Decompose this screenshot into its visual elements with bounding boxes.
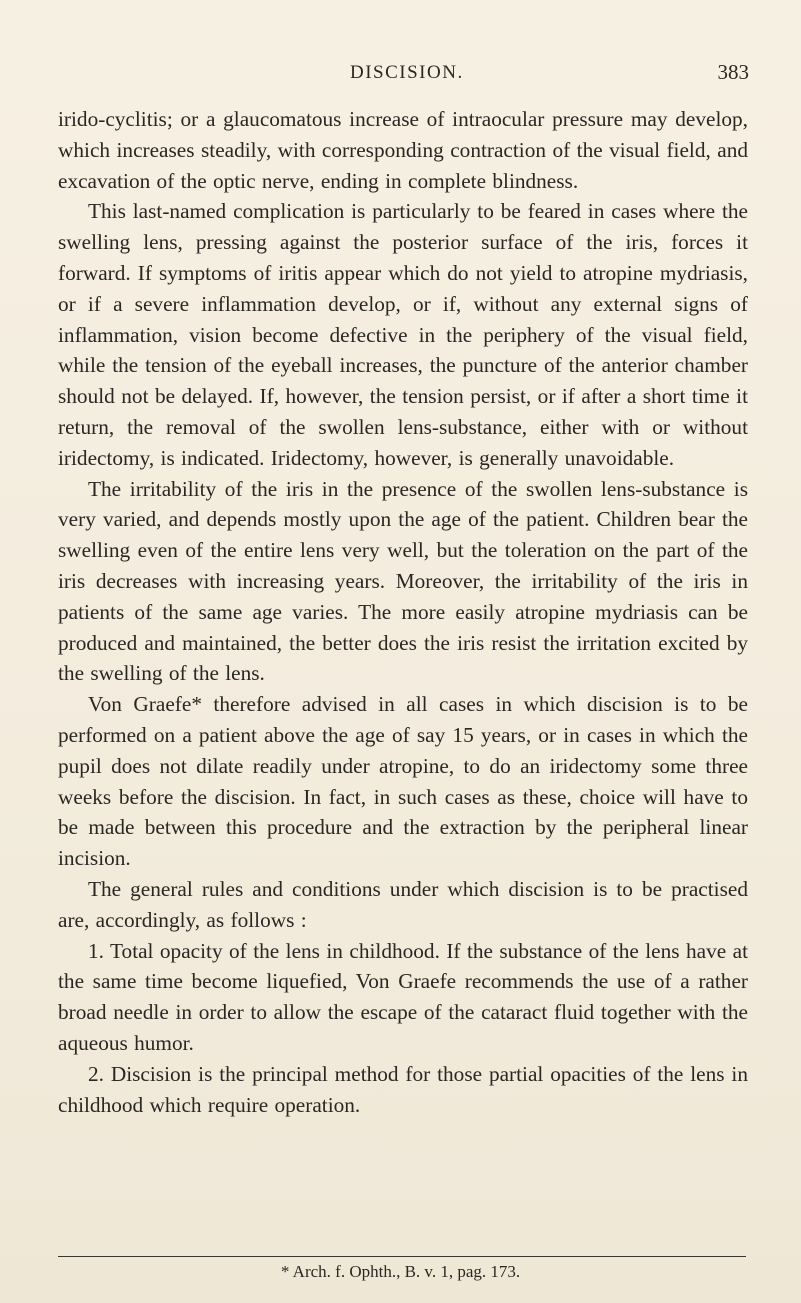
paragraph-von-graefe: Von Graefe* therefore advised in all cases in which discision is to be performed on a patient above the age of say 15 years, or in cases in which the pupil does not dilate readily under atropine, to do an iridectomy some three weeks before the discision. In fact, in such cases as these, choice will have to be made between this procedure and the extraction by the peripheral linear incision. bbox=[58, 692, 748, 871]
body-text bbox=[58, 104, 748, 1120]
page-number: 383 bbox=[717, 60, 749, 84]
paragraph-general-rules: The general rules and conditions under which discision is to be practised are, accordingly, as follows : bbox=[58, 876, 748, 932]
running-head: DISCISION. bbox=[350, 62, 464, 83]
rule-item-1: 1. Total opacity of the lens in childhood. If the substance of the lens have at the same time become liquefied, Von Graefe recommends the use of a rather broad needle in order to allow the escape of the cataract fluid together with the aqueous humor. bbox=[58, 938, 748, 1055]
paragraph-irritability: The irritability of the iris in the presence of the swollen lens-substance is very varied, and depends mostly upon the age of the patient. Children bear the swelling even of the entire lens very well, but the toleration on the part of the iris decreases with increasing years. Moreover, the irritability of the iris in patients of the same age varies. The more easily atropine mydriasis can be produced and maintained, the better does the iris resist the irritation excited by the swelling of the lens. bbox=[58, 476, 748, 686]
rule-item-2: 2. Discision is the principal method for those partial opacities of the lens in childhood which require operation. bbox=[58, 1061, 748, 1117]
paragraph-complication: This last-named complication is particularly to be feared in cases where the swelling lens, pressing against the posterior surface of the iris, forces it forward. If symptoms of iritis appear which do not yield to atropine mydriasis, or if a severe inflammation develop, or if, without any external signs of inflammation, vision become defective in the periphery of the visual field, while the tension of the eyeball increases, the puncture of the anterior chamber should not be delayed. If, however, the tension persist, or if after a short time it return, the removal of the swollen lens-substance, either with or without iridectomy, is indicated. Iridectomy, however, is generally unavoidable. bbox=[58, 199, 748, 470]
footnote-divider bbox=[58, 1256, 746, 1257]
page-header bbox=[0, 62, 801, 92]
footnote: * Arch. f. Ophth., B. v. 1, pag. 173. bbox=[280, 1262, 521, 1281]
paragraph-continuation: irido-cyclitis; or a glaucomatous increase of intraocular pressure may develop, which increases steadily, with corresponding contraction of the visual field, and excavation of the optic nerve, ending in complete blindness. bbox=[58, 107, 748, 193]
